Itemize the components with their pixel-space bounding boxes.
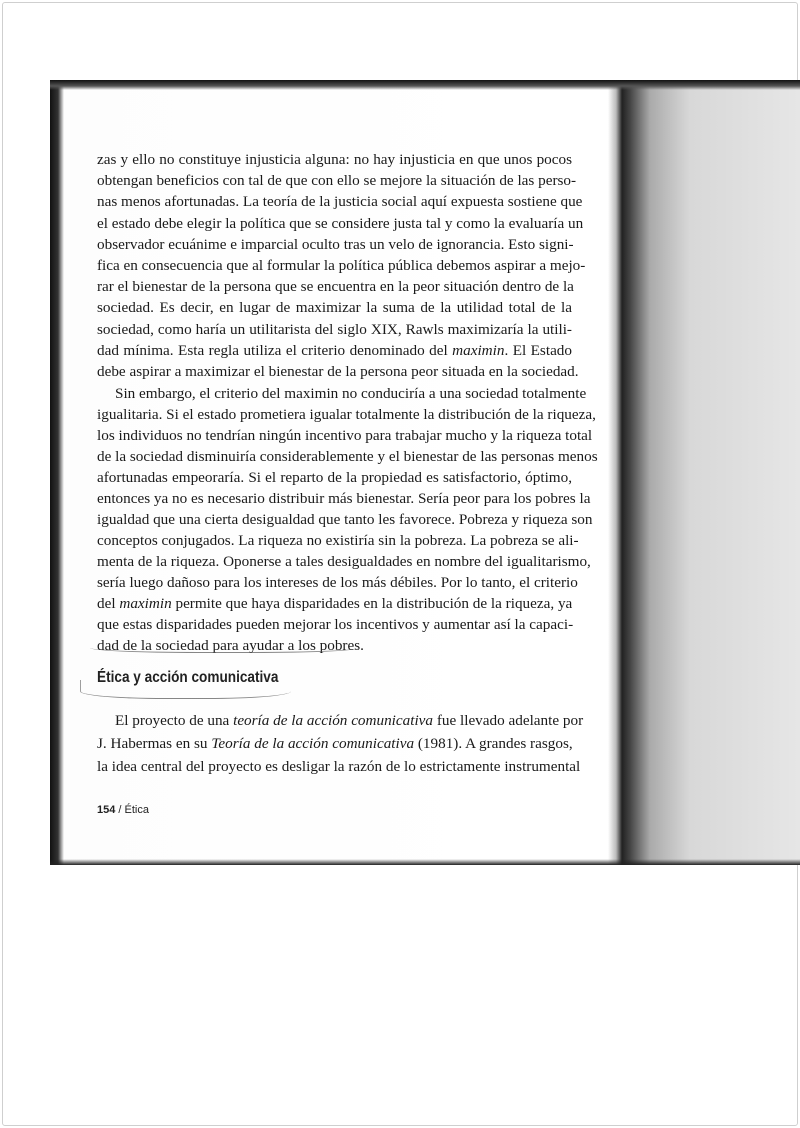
text-line <box>97 468 572 487</box>
text-line <box>97 214 584 233</box>
text-segment: el estado debe elegir la política que se considere justa tal y como la evaluaría un <box>97 214 584 232</box>
page-footer <box>97 804 149 816</box>
text-line <box>97 150 572 169</box>
text-line <box>97 405 596 424</box>
text-segment: igualitaria. Si el estado prometiera igualar totalmente la distribución de la riqueza, <box>97 406 596 423</box>
text-line <box>97 341 572 360</box>
text-segment: debe aspirar a maximizar el bienestar de la persona peor situada en la sociedad. <box>97 363 579 380</box>
text-segment: sociedad. Es decir, en lugar de maximizar la suma de la utilidad total de la <box>97 299 572 317</box>
text-line <box>97 192 583 211</box>
text-line <box>97 510 593 529</box>
text-segment: rar el bienestar de la persona que se encuentra en la peor situación dentro de la <box>97 278 574 296</box>
text-segment: del <box>97 595 120 612</box>
text-line <box>97 171 577 190</box>
text-line <box>97 615 572 634</box>
text-line <box>97 426 593 445</box>
section-heading: Ética y acción comunicativa <box>97 669 279 686</box>
text-segment: nas menos afortunadas. La teoría de la justicia social aquí expuesta sostiene que <box>97 193 583 211</box>
text-line <box>97 298 572 317</box>
text-line <box>97 757 581 776</box>
text-segment: observador ecuánime e imparcial oculto tras un velo de ignorancia. Esto signi- <box>97 235 574 253</box>
text-segment: los individuos no tendrían ningún incentivo para trabajar mucho y la riqueza total <box>97 427 593 444</box>
text-segment: que estas disparidades pueden mejorar los incentivos y aumentar así la capaci- <box>97 616 574 633</box>
text-segment: dad de la sociedad para ayudar a los pobres. <box>97 637 364 654</box>
text-line <box>97 320 572 339</box>
pen-underline <box>90 640 360 653</box>
text-segment: . El Estado <box>504 341 572 359</box>
text-line <box>97 256 586 275</box>
text-segment: obtengan beneficios con tal de que con ello se mejore la situación de las perso- <box>97 172 577 190</box>
text-line <box>97 711 584 730</box>
text-line <box>97 734 572 753</box>
text-line <box>97 384 587 403</box>
text-line <box>97 277 572 296</box>
text-line <box>97 573 578 592</box>
text-segment: entonces ya no es necesario distribuir más bienestar. Sería peor para los pobres la <box>97 490 591 507</box>
text-line <box>97 594 572 613</box>
text-segment: (1981). A grandes rasgos, <box>414 735 573 753</box>
text-segment: menta de la riqueza. Oponerse a tales desigualdades en nombre del igualitarismo, <box>97 553 591 570</box>
page-number: 154 <box>97 804 116 816</box>
italic-text: Teoría de la acción comunicativa <box>211 735 415 753</box>
text-segment: afortunadas empeoraría. Si el reparto de la propiedad es satisfactorio, óptimo, <box>97 469 572 486</box>
text-segment: zas y ello no constituye injusticia alguna: no hay injusticia en que unos pocos <box>97 151 572 168</box>
book-title: Ética <box>124 804 149 816</box>
text-line <box>97 552 591 571</box>
text-line <box>97 362 579 381</box>
text-segment: permite que haya disparidades en la distribución de la riqueza, ya <box>171 595 573 612</box>
text-segment: igualdad que una cierta desigualdad que tanto les favorece. Pobreza y riqueza son <box>97 511 593 528</box>
text-segment: fue llevado adelante por <box>433 712 584 729</box>
text-segment: El proyecto de una <box>115 712 234 729</box>
footer-separator: / <box>115 804 125 816</box>
text-segment: la idea central del proyecto es desligar la razón de lo estrictamente instrumental <box>97 758 581 776</box>
italic-text: teoría de la acción comunicativa <box>233 712 434 729</box>
text-segment: de la sociedad disminuiría considerablemente y el bienestar de las personas menos <box>97 448 598 465</box>
italic-text: maximin <box>119 595 172 612</box>
text-segment: sería luego dañoso para los intereses de los más débiles. Por lo tanto, el criterio <box>97 574 578 591</box>
text-segment: J. Habermas en su <box>97 735 212 753</box>
text-line <box>97 531 579 550</box>
text-segment: conceptos conjugados. La riqueza no existiría sin la pobreza. La pobreza se ali- <box>97 532 579 549</box>
italic-text: maximin <box>452 341 505 359</box>
text-segment: dad mínima. Esta regla utiliza el criterio denominado del <box>97 341 453 359</box>
text-segment: sociedad, como haría un utilitarista del siglo XIX, Rawls maximizaría la utili- <box>97 320 572 338</box>
text-line <box>97 489 591 508</box>
pen-underline <box>80 680 291 699</box>
text-line <box>97 447 598 466</box>
text-segment: Sin embargo, el criterio del maximin no conduciría a una sociedad totalmente <box>115 385 587 402</box>
text-segment: fica en consecuencia que al formular la política pública debemos aspirar a mejo- <box>97 257 586 274</box>
text-line <box>97 235 572 254</box>
